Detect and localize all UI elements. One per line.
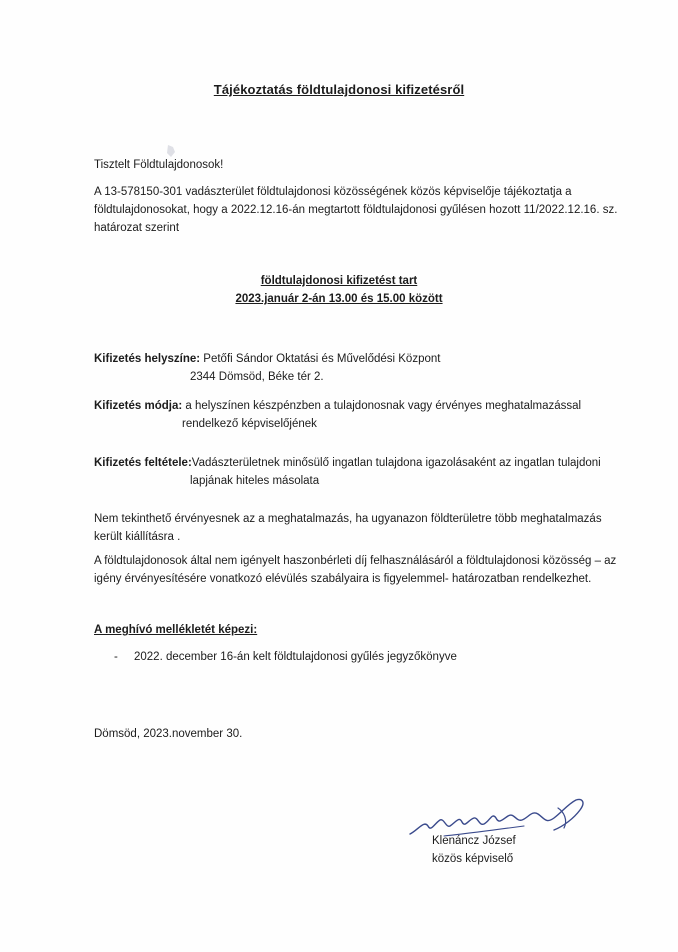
payment-method-label: Kifizetés módja:: [94, 400, 183, 412]
attachment-heading: A meghívó mellékletét képezi:: [94, 624, 258, 636]
announcement: [0, 272, 678, 309]
payment-condition: [94, 455, 624, 491]
payment-location: [94, 351, 624, 387]
payment-location-label: Kifizetés helyszíne:: [94, 353, 201, 365]
signatory-name: Klenáncz József: [432, 835, 516, 847]
payment-location-line-1: Petőfi Sándor Oktatási és Művelődési Központ: [200, 353, 441, 365]
payment-condition-line-1: Vadászterületnek minősülő ingatlan tulajdona igazolásaként az ingatlan tulajdoni: [191, 457, 601, 469]
announcement-line-2: 2023.január 2-án 13.00 és 15.00 között: [235, 293, 443, 306]
announcement-line-1: földtulajdonosi kifizetést tart: [260, 275, 418, 287]
signatory-role: közös képviselő: [432, 852, 514, 865]
payment-method-line-1: a helyszínen készpénzben a tulajdonosnak vagy érvényes meghatalmazással: [182, 400, 582, 412]
greeting: Tisztelt Földtulajdonosok!: [94, 159, 224, 171]
payment-condition-label: Kifizetés feltétele:: [94, 457, 192, 469]
intro-paragraph: A 13-578150-301 vadászterület földtulajdonosi közösségének közös képviselője tájékoztatja a földtulajdonosokat, hogy a 2022.12.16-án megtartott földtulajdonosi gyűlésen hozott 11/2022.12.16. sz. határozat szerint: [94, 186, 618, 234]
unclaimed-fee-note: A földtulajdonosok által nem igényelt haszonbérleti díj felhasználásáról a földtulajdonosi közösség – az igény érvényesítésére vonatkozó elévülés szabályaira is figyelemmel- határozatban rendelkezhet.: [94, 555, 617, 585]
list-dash: -: [114, 651, 118, 663]
place-and-date: Dömsöd, 2023.november 30.: [94, 728, 243, 740]
attachment-text: 2022. december 16-án kelt földtulajdonosi gyűlés jegyzőkönyve: [134, 651, 457, 663]
signatory-block: [432, 833, 632, 869]
attachment-list-item: [114, 649, 644, 667]
authorization-note: Nem tekinthető érvényesnek az a meghatalmazás, ha ugyanazon földterületre több meghatalmazás került kiállításra .: [94, 513, 602, 543]
payment-method-line-2: rendelkező képviselőjének: [182, 417, 317, 430]
payment-method: [94, 398, 624, 434]
payment-condition-line-2: lapjának hiteles másolata: [190, 474, 320, 487]
payment-location-line-2: 2344 Dömsöd, Béke tér 2.: [190, 370, 324, 383]
document-title: Tájékoztatás földtulajdonosi kifizetésről: [213, 82, 465, 97]
